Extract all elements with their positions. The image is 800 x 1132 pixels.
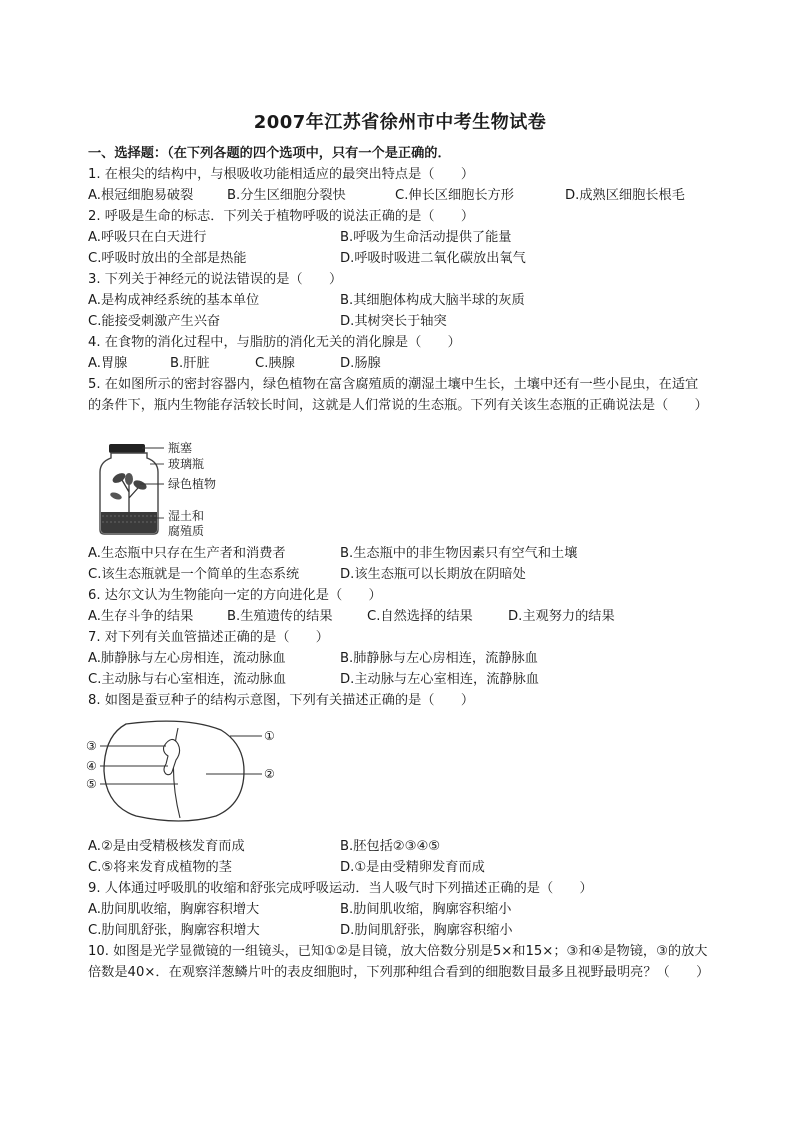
q5-option-a: A.生态瓶中只存在生产者和消费者 [88, 546, 286, 561]
q4-option-d: D.肠腺 [340, 356, 381, 371]
q7-option-d: D.主动脉与左心室相连，流静脉血 [340, 672, 539, 687]
question-5: 5. 在如图所示的密封容器内，绿色植物在富含腐殖质的潮湿土壤中生长，土壤中还有一些小昆虫，在适宜的条件下，瓶内生物能存活较长时间，这就是人们常说的生态瓶。下列有关该生态瓶的正确说法是（ ） [88, 377, 708, 413]
q8-option-d: D.①是由受精卵发育而成 [340, 860, 485, 875]
q7-option-c: C.主动脉与右心室相连，流动脉血 [88, 672, 287, 687]
bottle-label-soil-1: 湿土和 [168, 509, 205, 523]
seed-label-5: ⑤ [86, 777, 97, 791]
q9-option-a: A.肋间肌收缩，胸廓容积增大 [88, 902, 260, 917]
q3-option-d: D.其树突长于轴突 [340, 314, 447, 329]
q4-option-b: B.肝脏 [170, 356, 210, 371]
q8-option-b: B.胚包括②③④⑤ [340, 839, 441, 854]
seed-label-1: ① [264, 729, 275, 743]
bottle-label-glass: 玻璃瓶 [168, 457, 205, 471]
question-9: 9. 人体通过呼吸肌的收缩和舒张完成呼吸运动．当人吸气时下列描述正确的是（ ） [88, 881, 593, 896]
q2-option-a: A.呼吸只在白天进行 [88, 230, 207, 245]
q7-option-a: A.肺静脉与左心房相连，流动脉血 [88, 651, 286, 666]
q5-option-c: C.该生态瓶就是一个简单的生态系统 [88, 567, 300, 582]
q6-option-d: D.主观努力的结果 [508, 609, 615, 624]
section-heading: 一、选择题：（在下列各题的四个选项中，只有一个是正确的． [88, 146, 451, 161]
question-8: 8. 如图是蚕豆种子的结构示意图，下列有关描述正确的是（ ） [88, 693, 475, 708]
q6-option-b: B.生殖遗传的结果 [227, 609, 333, 624]
question-4: 4. 在食物的消化过程中，与脂肪的消化无关的消化腺是（ ） [88, 335, 461, 350]
question-6: 6. 达尔文认为生物能向一定的方向进化是（ ） [88, 588, 382, 603]
question-1: 1. 在根尖的结构中，与根吸收功能相适应的最突出特点是（ ） [88, 167, 475, 182]
q9-option-c: C.肋间肌舒张，胸廓容积增大 [88, 923, 260, 938]
q2-option-b: B.呼吸为生命活动提供了能量 [340, 230, 512, 245]
q2-option-c: C.呼吸时放出的全部是热能 [88, 251, 247, 266]
q2-option-d: D.呼吸时吸进二氧化碳放出氧气 [340, 251, 526, 266]
q9-option-b: B.肋间肌收缩，胸廓容积缩小 [340, 902, 512, 917]
q5-option-d: D.该生态瓶可以长期放在阴暗处 [340, 567, 526, 582]
q1-option-b: B.分生区细胞分裂快 [227, 188, 346, 203]
q3-option-a: A.是构成神经系统的基本单位 [88, 293, 260, 308]
question-2: 2. 呼吸是生命的标志．下列关于植物呼吸的说法正确的是（ ） [88, 209, 475, 224]
q8-option-c: C.⑤将来发育成植物的茎 [88, 860, 232, 875]
question-7: 7. 对下列有关血管描述正确的是（ ） [88, 630, 329, 645]
q3-option-c: C.能接受刺激产生兴奋 [88, 314, 221, 329]
q1-option-c: C.伸长区细胞长方形 [395, 188, 514, 203]
question-10: 10. 如图是光学显微镜的一组镜头，已知①②是目镜，放大倍数分别是5×和15×；③和④是物镜，③的放大倍数是40×．在观察洋葱鳞片叶的表皮细胞时，下列那种组合看到的细胞数目最多且视野最明亮？（ ） [88, 944, 710, 980]
q8-option-a: A.②是由受精极核发育而成 [88, 839, 245, 854]
seed-label-4: ④ [86, 759, 97, 773]
bottle-label-plant: 绿色植物 [168, 477, 217, 491]
q1-option-a: A.根冠细胞易破裂 [88, 188, 194, 203]
bean-seed-figure [86, 716, 286, 826]
bottle-label-soil-2: 腐殖质 [168, 524, 205, 538]
q6-option-c: C.自然选择的结果 [367, 609, 473, 624]
page-title: 2007年江苏省徐州市中考生物试卷 [253, 112, 547, 133]
bottle-label-stopper: 瓶塞 [168, 441, 193, 455]
q5-option-b: B.生态瓶中的非生物因素只有空气和土壤 [340, 546, 578, 561]
q1-option-d: D.成熟区细胞长根毛 [565, 188, 685, 203]
q6-option-a: A.生存斗争的结果 [88, 609, 194, 624]
seed-label-2: ② [264, 767, 275, 781]
q7-option-b: B.肺静脉与左心房相连，流静脉血 [340, 651, 538, 666]
q4-option-c: C.胰腺 [255, 356, 295, 371]
q4-option-a: A.胃腺 [88, 356, 128, 371]
seed-label-3: ③ [86, 739, 97, 753]
q3-option-b: B.其细胞体构成大脑半球的灰质 [340, 293, 525, 308]
question-3: 3. 下列关于神经元的说法错误的是（ ） [88, 272, 343, 287]
q9-option-d: D.肋间肌舒张，胸廓容积缩小 [340, 923, 513, 938]
